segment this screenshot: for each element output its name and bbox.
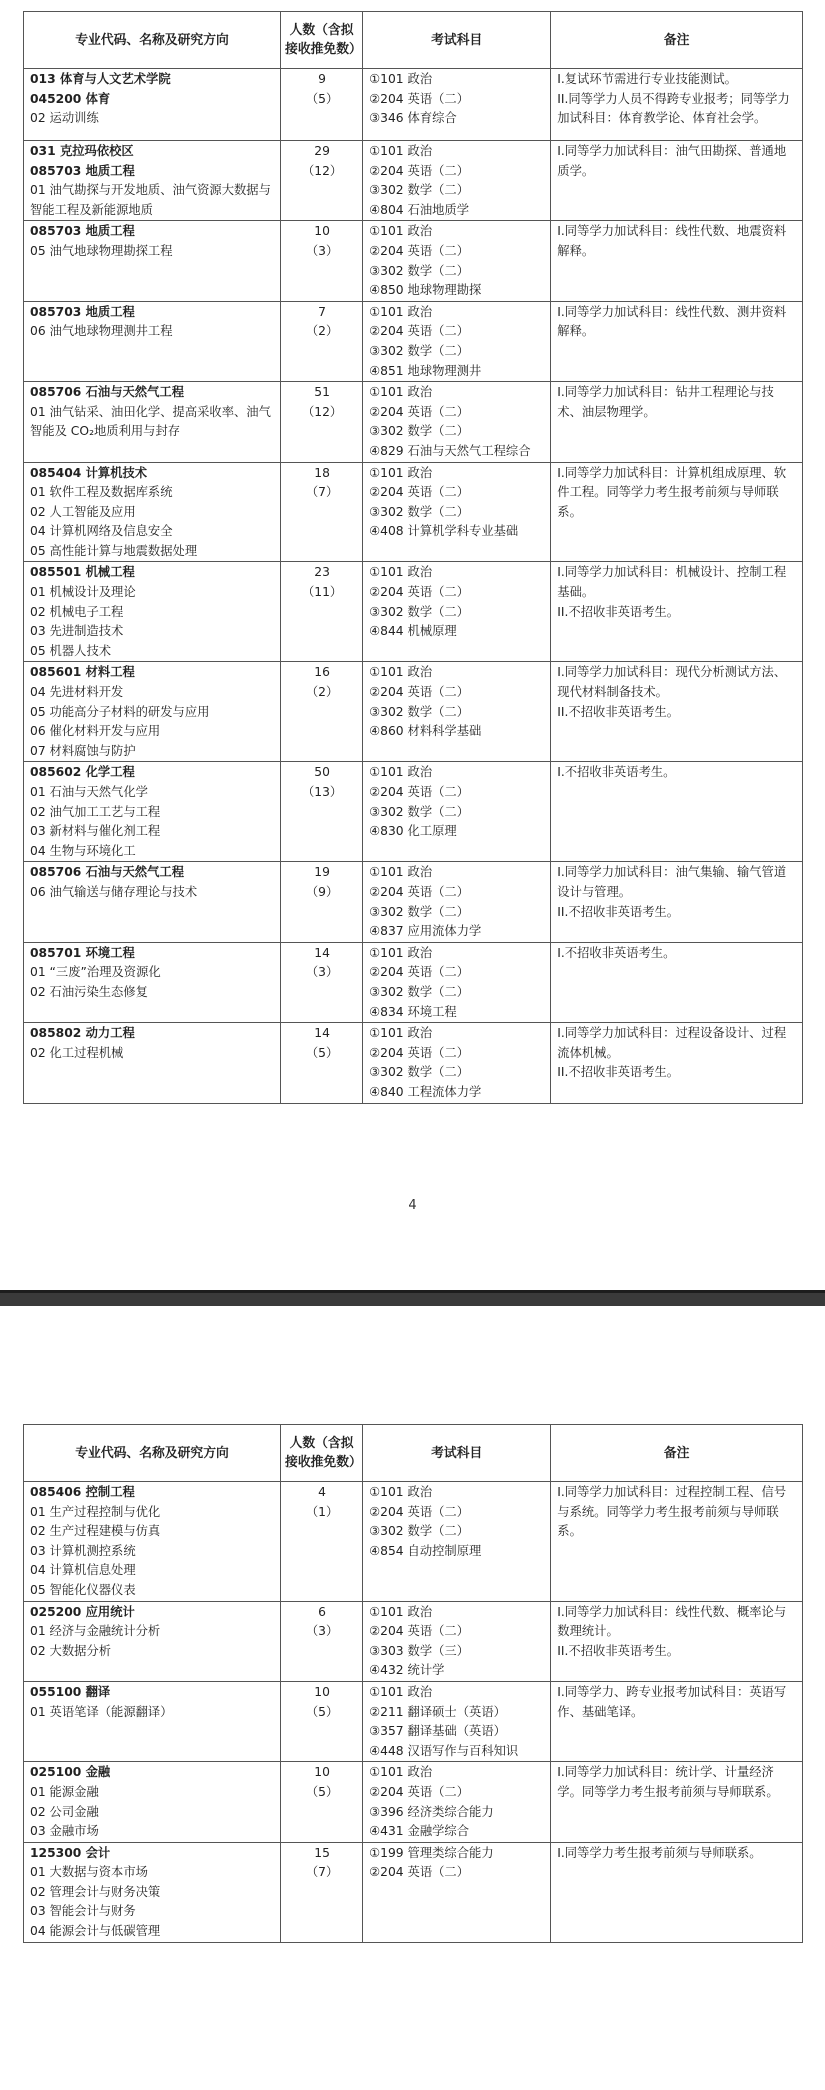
remark-line: I.同等学力加试科目：现代分析测试方法、现代材料制备技术。	[557, 665, 787, 700]
enrollment-cell	[281, 862, 363, 942]
program-cell	[24, 382, 281, 462]
research-direction: 03 计算机测控系统	[30, 1543, 136, 1558]
exam-subject: ③302 数学（二）	[369, 343, 470, 358]
enrollment-cell	[281, 382, 363, 462]
admissions-table-page-1	[23, 11, 803, 1104]
header-exam: 考试科目	[363, 1425, 551, 1482]
program-cell	[24, 221, 281, 301]
remark-line: I.不招收非英语考生。	[557, 765, 676, 780]
enrollment-count: 14	[314, 945, 330, 960]
remark-line: I.同等学力加试科目：油气集输、输气管道设计与管理。	[557, 865, 787, 899]
remark-line: I.同等学力、跨专业报考加试科目：英语写作、基础笔译。	[557, 1684, 787, 1719]
program-row	[24, 221, 803, 301]
exam-subject: ①101 政治	[369, 72, 433, 86]
remarks-cell	[551, 762, 803, 862]
exam-subject: ④851 地球物理测井	[369, 363, 482, 378]
enrollment-cell	[281, 1601, 363, 1681]
enrollment-count: 29	[314, 144, 330, 158]
research-direction: 03 先进制造技术	[30, 624, 124, 639]
program-code-name: 125300 会计	[30, 1845, 111, 1860]
research-direction: 07 材料腐蚀与防护	[30, 743, 136, 758]
recommended-count: （5）	[305, 91, 339, 106]
table-header-row	[24, 12, 803, 69]
exam-subject: ②204 英语（二）	[369, 485, 470, 500]
exam-subjects-cell	[363, 942, 551, 1022]
program-row	[24, 1482, 803, 1602]
exam-subject: ④854 自动控制原理	[369, 1543, 482, 1558]
remarks-cell	[551, 1023, 803, 1103]
program-code-name: 085703 地质工程	[30, 224, 135, 239]
exam-subject: ④837 应用流体力学	[369, 924, 482, 939]
program-cell	[24, 1842, 281, 1942]
exam-subject: ③302 数学（二）	[369, 424, 470, 439]
exam-subject: ①101 政治	[369, 144, 433, 158]
remark-line: II.不招收非英语考生。	[557, 1643, 680, 1658]
remarks-cell	[551, 662, 803, 762]
exam-subject: ③303 数学（三）	[369, 1643, 470, 1658]
exam-subject: ③302 数学（二）	[369, 984, 470, 999]
program-code-name: 085706 石油与天然气工程	[30, 865, 184, 880]
exam-subject: ①199 管理类综合能力	[369, 1845, 494, 1860]
exam-subject: ①101 政治	[369, 1765, 433, 1780]
exam-subjects-cell	[363, 662, 551, 762]
research-direction: 02 运动训练	[30, 111, 99, 126]
program-cell	[24, 141, 281, 221]
exam-subject: ④431 金融学综合	[369, 1824, 470, 1839]
exam-subject: ③302 数学（二）	[369, 1065, 470, 1080]
enrollment-cell	[281, 942, 363, 1022]
research-direction: 01 石油与天然气化学	[30, 785, 148, 799]
exam-subjects-cell	[363, 1601, 551, 1681]
research-direction: 05 机器人技术	[30, 643, 112, 658]
exam-subjects-cell	[363, 1023, 551, 1103]
enrollment-count: 14	[314, 1026, 330, 1041]
recommended-count: （5）	[305, 1045, 339, 1060]
program-row	[24, 1762, 803, 1842]
program-code-name: 085703 地质工程	[30, 163, 135, 178]
remark-line: I.同等学力加试科目：过程设备设计、过程流体机械。	[557, 1026, 787, 1060]
header-major: 专业代码、名称及研究方向	[24, 12, 281, 69]
exam-subject: ②204 英语（二）	[369, 884, 470, 899]
remarks-cell	[551, 942, 803, 1022]
recommended-count: （12）	[301, 163, 343, 178]
exam-subject: ①101 政治	[369, 865, 433, 880]
enrollment-count: 10	[314, 224, 330, 239]
exam-subject: ①101 政治	[369, 665, 433, 680]
header-note: 备注	[551, 1425, 803, 1482]
program-cell	[24, 1482, 281, 1602]
remark-line: II.不招收非英语考生。	[557, 604, 680, 619]
exam-subject: ③357 翻译基础（英语）	[369, 1724, 506, 1739]
research-direction: 01 英语笔译（能源翻译）	[30, 1704, 173, 1719]
enrollment-count: 7	[318, 304, 326, 319]
remarks-cell	[551, 1482, 803, 1602]
exam-subject: ①101 政治	[369, 765, 433, 780]
research-direction: 01 经济与金融统计分析	[30, 1624, 161, 1639]
program-cell	[24, 762, 281, 862]
exam-subject: ④860 材料科学基础	[369, 724, 482, 739]
remark-line: I.同等学力考生报考前须与导师联系。	[557, 1845, 762, 1860]
exam-subject: ②204 英语（二）	[369, 685, 470, 700]
exam-subjects-cell	[363, 762, 551, 862]
research-direction: 01 能源金融	[30, 1784, 99, 1799]
research-direction: 05 智能化仪器仪表	[30, 1582, 136, 1597]
exam-subject: ②204 英语（二）	[369, 1045, 470, 1060]
program-code-name: 085701 环境工程	[30, 945, 135, 960]
admissions-table-page-2	[23, 1424, 803, 1943]
remarks-cell	[551, 301, 803, 381]
research-direction: 02 公司金融	[30, 1804, 99, 1819]
exam-subject: ①101 政治	[369, 385, 433, 400]
program-row	[24, 141, 803, 221]
program-cell	[24, 69, 281, 141]
research-direction: 04 先进材料开发	[30, 685, 124, 700]
recommended-count: （2）	[305, 685, 339, 700]
exam-subject: ③302 数学（二）	[369, 183, 470, 198]
research-direction: 03 智能会计与财务	[30, 1904, 136, 1919]
program-cell	[24, 862, 281, 942]
recommended-count: （2）	[305, 324, 339, 339]
program-code-name: 085706 石油与天然气工程	[30, 385, 184, 400]
exam-subjects-cell	[363, 562, 551, 662]
research-direction: 01 油气勘探与开发地质、油气资源大数据与智能工程及新能源地质	[30, 183, 271, 217]
exam-subject: ④830 化工原理	[369, 824, 457, 839]
header-note: 备注	[551, 12, 803, 69]
program-row	[24, 562, 803, 662]
program-row	[24, 1842, 803, 1942]
program-code-name: 045200 体育	[30, 91, 111, 106]
exam-subjects-cell	[363, 862, 551, 942]
enrollment-cell	[281, 1842, 363, 1942]
exam-subject: ③302 数学（二）	[369, 263, 470, 278]
program-cell	[24, 1023, 281, 1103]
exam-subject: ②204 英语（二）	[369, 1504, 470, 1519]
program-code-name: 085703 地质工程	[30, 304, 135, 319]
enrollment-count: 18	[314, 465, 330, 480]
recommended-count: （12）	[301, 404, 343, 419]
recommended-count: （3）	[305, 1624, 339, 1639]
research-direction: 02 石油污染生态修复	[30, 984, 148, 999]
exam-subject: ④408 计算机学科专业基础	[369, 524, 519, 539]
exam-subject: ③302 数学（二）	[369, 504, 470, 519]
remarks-cell	[551, 1681, 803, 1761]
exam-subject: ②204 英语（二）	[369, 404, 470, 419]
exam-subject: ④804 石油地质学	[369, 202, 470, 217]
program-code-name: 085802 动力工程	[30, 1026, 135, 1041]
program-code-name: 085601 材料工程	[30, 665, 135, 680]
program-code-name: 085406 控制工程	[30, 1485, 135, 1499]
recommended-count: （9）	[305, 884, 339, 899]
remark-line: I.同等学力加试科目：机械设计、控制工程基础。	[557, 565, 787, 600]
research-direction: 01 机械设计及理论	[30, 585, 136, 600]
remark-line: II.同等学力人员不得跨专业报考；同等学力加试科目：体育教学论、体育社会学。	[557, 91, 790, 126]
remark-line: I.同等学力加试科目：过程控制工程、信号与系统。同等学力考生报考前须与导师联系。	[557, 1485, 787, 1539]
exam-subject: ①101 政治	[369, 1485, 433, 1499]
enrollment-cell	[281, 69, 363, 141]
exam-subject: ③396 经济类综合能力	[369, 1804, 494, 1819]
page-separator	[0, 1290, 825, 1306]
exam-subject: ③302 数学（二）	[369, 1524, 470, 1539]
program-row	[24, 69, 803, 141]
exam-subject: ②204 英语（二）	[369, 1784, 470, 1799]
research-direction: 01 大数据与资本市场	[30, 1865, 148, 1880]
remark-line: I.不招收非英语考生。	[557, 945, 676, 960]
research-direction: 05 功能高分子材料的研发与应用	[30, 704, 210, 719]
remark-line: II.不招收非英语考生。	[557, 704, 680, 719]
remarks-cell	[551, 69, 803, 141]
exam-subject: ③302 数学（二）	[369, 804, 470, 819]
enrollment-cell	[281, 301, 363, 381]
exam-subjects-cell	[363, 141, 551, 221]
exam-subject: ③346 体育综合	[369, 111, 457, 126]
enrollment-cell	[281, 1023, 363, 1103]
remark-line: I.同等学力加试科目：油气田勘探、普通地质学。	[557, 144, 787, 178]
research-direction: 03 金融市场	[30, 1824, 99, 1839]
enrollment-cell	[281, 1681, 363, 1761]
research-direction: 02 机械电子工程	[30, 604, 124, 619]
exam-subject: ③302 数学（二）	[369, 704, 470, 719]
table-body-page-1	[24, 69, 803, 1104]
enrollment-cell	[281, 141, 363, 221]
program-code-name: 055100 翻译	[30, 1684, 111, 1699]
remarks-cell	[551, 1601, 803, 1681]
exam-subject: ②204 英语（二）	[369, 163, 470, 178]
program-row	[24, 1023, 803, 1103]
enrollment-count: 23	[314, 565, 330, 580]
recommended-count: （7）	[305, 1865, 339, 1880]
table-body-page-2	[24, 1482, 803, 1943]
enrollment-cell	[281, 462, 363, 562]
program-cell	[24, 1762, 281, 1842]
research-direction: 02 管理会计与财务决策	[30, 1884, 161, 1899]
research-direction: 02 生产过程建模与仿真	[30, 1524, 161, 1539]
enrollment-count: 10	[314, 1765, 330, 1780]
remarks-cell	[551, 862, 803, 942]
recommended-count: （3）	[305, 965, 339, 980]
research-direction: 06 油气地球物理测井工程	[30, 324, 173, 339]
program-row	[24, 762, 803, 862]
exam-subject: ②204 英语（二）	[369, 91, 470, 106]
recommended-count: （7）	[305, 485, 339, 500]
enrollment-cell	[281, 1482, 363, 1602]
exam-subject: ④448 汉语写作与百科知识	[369, 1743, 519, 1758]
remark-line: I.同等学力加试科目：线性代数、概率论与数理统计。	[557, 1604, 787, 1639]
program-cell	[24, 562, 281, 662]
exam-subject: ①101 政治	[369, 1604, 433, 1619]
research-direction: 01 软件工程及数据库系统	[30, 485, 173, 500]
remark-line: I.复试环节需进行专业技能测试。	[557, 72, 737, 86]
remarks-cell	[551, 462, 803, 562]
research-direction: 05 高性能计算与地震数据处理	[30, 543, 198, 558]
remark-line: I.同等学力加试科目：统计学、计量经济学。同等学力考生报考前须与导师联系。	[557, 1765, 779, 1799]
remarks-cell	[551, 1842, 803, 1942]
enrollment-count: 19	[314, 865, 330, 880]
research-direction: 04 能源会计与低碳管理	[30, 1924, 161, 1939]
remark-line: I.同等学力加试科目：线性代数、地震资料解释。	[557, 224, 787, 258]
page-number: 4	[408, 1198, 417, 1213]
recommended-count: （11）	[301, 585, 343, 600]
program-row	[24, 462, 803, 562]
enrollment-count: 16	[314, 665, 330, 680]
exam-subject: ①101 政治	[369, 1684, 433, 1699]
enrollment-cell	[281, 662, 363, 762]
research-direction: 01 “三废”治理及资源化	[30, 965, 161, 980]
research-direction: 03 新材料与催化剂工程	[30, 824, 161, 839]
research-direction: 02 化工过程机械	[30, 1045, 124, 1060]
exam-subject: ①101 政治	[369, 945, 433, 960]
exam-subjects-cell	[363, 382, 551, 462]
exam-subjects-cell	[363, 1482, 551, 1602]
remark-line: I.同等学力加试科目：计算机组成原理、软件工程。同等学力考生报考前须与导师联系。	[557, 465, 787, 519]
exam-subjects-cell	[363, 1842, 551, 1942]
exam-subjects-cell	[363, 221, 551, 301]
program-cell	[24, 942, 281, 1022]
exam-subject: ①101 政治	[369, 1026, 433, 1041]
program-code-name: 085501 机械工程	[30, 565, 135, 580]
exam-subject: ②204 英语（二）	[369, 965, 470, 980]
table-header-row	[24, 1425, 803, 1482]
program-code-name: 031 克拉玛依校区	[30, 144, 134, 158]
header-major: 专业代码、名称及研究方向	[24, 1425, 281, 1482]
remarks-cell	[551, 1762, 803, 1842]
enrollment-count: 6	[318, 1604, 326, 1619]
exam-subject: ③302 数学（二）	[369, 904, 470, 919]
program-row	[24, 301, 803, 381]
enrollment-count: 15	[314, 1845, 330, 1860]
program-row	[24, 382, 803, 462]
program-code-name: 085602 化学工程	[30, 765, 135, 780]
exam-subject: ④829 石油与天然气工程综合	[369, 443, 531, 458]
program-row	[24, 862, 803, 942]
recommended-count: （3）	[305, 243, 339, 258]
exam-subject: ①101 政治	[369, 224, 433, 239]
exam-subject: ③302 数学（二）	[369, 604, 470, 619]
document-page-2	[0, 1306, 825, 2090]
research-direction: 06 催化材料开发与应用	[30, 724, 161, 739]
exam-subject: ②204 英语（二）	[369, 324, 470, 339]
exam-subject: ①101 政治	[369, 304, 433, 319]
remarks-cell	[551, 382, 803, 462]
enrollment-cell	[281, 1762, 363, 1842]
enrollment-count: 51	[314, 385, 330, 400]
exam-subject: ④840 工程流体力学	[369, 1084, 482, 1099]
program-cell	[24, 1681, 281, 1761]
exam-subjects-cell	[363, 1681, 551, 1761]
program-cell	[24, 301, 281, 381]
research-direction: 01 生产过程控制与优化	[30, 1504, 161, 1519]
research-direction: 01 油气钻采、油田化学、提高采收率、油气智能及 CO₂地质利用与封存	[30, 404, 271, 439]
program-code-name: 025200 应用统计	[30, 1604, 135, 1619]
enrollment-count: 10	[314, 1684, 330, 1699]
recommended-count: （13）	[301, 785, 343, 799]
exam-subject: ①101 政治	[369, 465, 433, 480]
remark-line: I.同等学力加试科目：线性代数、测井资料解释。	[557, 304, 787, 339]
research-direction: 02 大数据分析	[30, 1643, 112, 1658]
exam-subjects-cell	[363, 1762, 551, 1842]
research-direction: 04 生物与环境化工	[30, 843, 136, 858]
exam-subject: ②204 英语（二）	[369, 785, 470, 799]
program-row	[24, 942, 803, 1022]
recommended-count: （5）	[305, 1784, 339, 1799]
enrollment-count: 4	[318, 1485, 326, 1499]
exam-subject: ②204 英语（二）	[369, 1624, 470, 1639]
program-cell	[24, 1601, 281, 1681]
remarks-cell	[551, 221, 803, 301]
program-cell	[24, 462, 281, 562]
remark-line: II.不招收非英语考生。	[557, 1065, 680, 1080]
enrollment-count: 50	[314, 765, 330, 780]
remark-line: I.同等学力加试科目：钻井工程理论与技术、油层物理学。	[557, 385, 774, 419]
header-exam: 考试科目	[363, 12, 551, 69]
research-direction: 06 油气输送与储存理论与技术	[30, 884, 198, 899]
exam-subject: ①101 政治	[369, 565, 433, 580]
exam-subject: ④850 地球物理勘探	[369, 283, 482, 298]
recommended-count: （5）	[305, 1704, 339, 1719]
program-code-name: 025100 金融	[30, 1765, 111, 1780]
exam-subject: ④844 机械原理	[369, 624, 457, 639]
exam-subject: ④432 统计学	[369, 1663, 445, 1678]
exam-subject: ②204 英语（二）	[369, 243, 470, 258]
remarks-cell	[551, 141, 803, 221]
header-count: 人数（含拟接收推免数）	[281, 1425, 363, 1482]
exam-subject: ②204 英语（二）	[369, 585, 470, 600]
remark-line: II.不招收非英语考生。	[557, 904, 680, 919]
exam-subject: ②204 英语（二）	[369, 1865, 470, 1880]
research-direction: 02 人工智能及应用	[30, 504, 136, 519]
exam-subjects-cell	[363, 301, 551, 381]
program-row	[24, 1681, 803, 1761]
exam-subjects-cell	[363, 462, 551, 562]
program-code-name: 085404 计算机技术	[30, 465, 148, 480]
exam-subject: ④834 环境工程	[369, 1004, 457, 1019]
exam-subjects-cell	[363, 69, 551, 141]
program-code-name: 013 体育与人文艺术学院	[30, 72, 171, 86]
research-direction: 02 油气加工工艺与工程	[30, 804, 161, 819]
enrollment-cell	[281, 762, 363, 862]
recommended-count: （1）	[305, 1504, 339, 1519]
program-cell	[24, 662, 281, 762]
program-row	[24, 662, 803, 762]
research-direction: 05 油气地球物理勘探工程	[30, 243, 173, 258]
enrollment-cell	[281, 221, 363, 301]
program-row	[24, 1601, 803, 1681]
enrollment-cell	[281, 562, 363, 662]
header-count: 人数（含拟接收推免数）	[281, 12, 363, 69]
exam-subject: ②211 翻译硕士（英语）	[369, 1704, 506, 1719]
remarks-cell	[551, 562, 803, 662]
research-direction: 04 计算机信息处理	[30, 1563, 136, 1578]
research-direction: 04 计算机网络及信息安全	[30, 524, 173, 539]
enrollment-count: 9	[318, 72, 326, 86]
